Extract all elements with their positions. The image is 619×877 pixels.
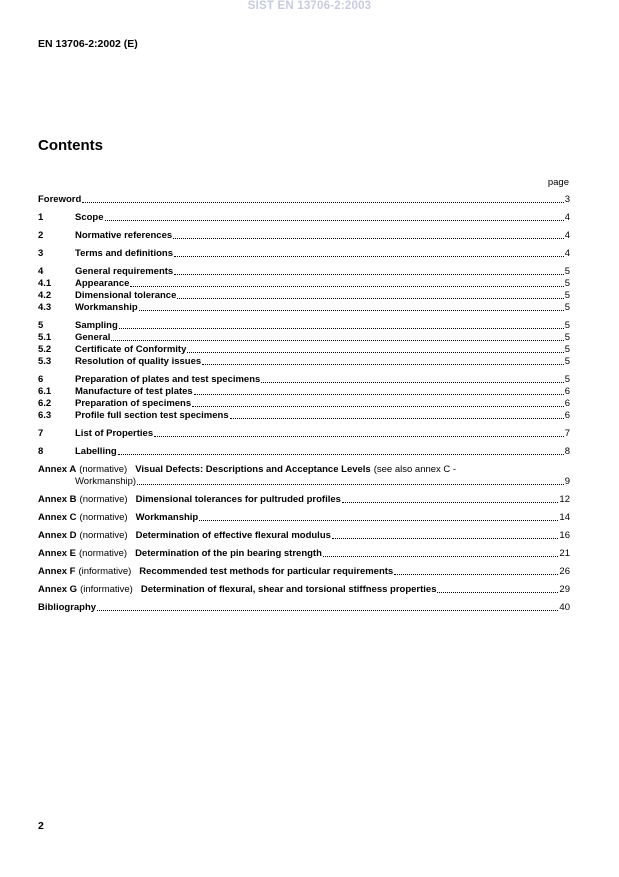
- toc-entry-page: 7: [564, 428, 570, 439]
- toc-annex-continuation[interactable]: [38, 476, 570, 488]
- annex-kind: (normative): [79, 464, 128, 475]
- leader-dots: [118, 453, 564, 455]
- leader-dots: [323, 555, 559, 557]
- toc-entry-number: 5.2: [38, 344, 52, 355]
- toc-entry-number: 8: [38, 446, 44, 457]
- toc-entry-page: 40: [559, 602, 570, 613]
- annex-title: Determination of effective flexural modulus: [135, 530, 331, 541]
- toc-entry-title: General: [75, 332, 111, 343]
- toc-entry-title: Resolution of quality issues: [75, 356, 202, 367]
- annex-title: Visual Defects: Descriptions and Acceptance Levels: [135, 464, 371, 475]
- leader-dots: [192, 405, 564, 407]
- toc-entry[interactable]: [38, 344, 570, 356]
- toc-entry-title: Terms and definitions: [75, 248, 174, 259]
- contents-heading: Contents: [38, 137, 103, 154]
- toc-entry-page: 5: [564, 374, 570, 385]
- annex-kind: (normative): [79, 548, 128, 559]
- leader-dots: [97, 609, 558, 611]
- annex-title: Recommended test methods for particular requirements: [139, 566, 394, 577]
- toc-entry[interactable]: [38, 248, 570, 260]
- toc-annex-entry[interactable]: [38, 494, 570, 506]
- toc-entry-title: Preparation of specimens: [75, 398, 192, 409]
- toc-entry-title: Normative references: [75, 230, 173, 241]
- leader-dots: [173, 237, 564, 239]
- annex-kind: (informative): [80, 584, 133, 595]
- toc-entry-number: 3: [38, 248, 44, 259]
- toc-entry-page: 5: [564, 290, 570, 301]
- toc-entry[interactable]: [38, 290, 570, 302]
- annex-kind: (informative): [78, 566, 132, 577]
- toc-annex-entry[interactable]: [38, 566, 570, 578]
- toc-entry-page: 5: [564, 356, 570, 367]
- page-number: 2: [38, 820, 44, 832]
- toc-entry-title: Profile full section test specimens: [75, 410, 229, 421]
- leader-dots: [437, 591, 558, 593]
- leader-dots: [130, 285, 563, 287]
- annex-kind: (normative): [79, 512, 128, 523]
- toc-entry-title: Bibliography: [38, 602, 97, 613]
- toc-entry-page: 14: [559, 512, 570, 523]
- toc-entry-number: 6.1: [38, 386, 52, 397]
- toc-entry-number: 1: [38, 212, 44, 223]
- toc-entry-page: 29: [559, 584, 570, 595]
- toc-entry-foreword[interactable]: [38, 194, 570, 206]
- annex-label: Annex F: [38, 566, 76, 577]
- annex-label: Annex E: [38, 548, 77, 559]
- toc-entry-page: 26: [559, 566, 570, 577]
- leader-dots: [199, 519, 558, 521]
- toc-entry-number: 6: [38, 374, 44, 385]
- toc-entry-title: Appearance: [75, 278, 130, 289]
- toc-entry[interactable]: [38, 356, 570, 368]
- leader-dots: [177, 297, 563, 299]
- toc-entry[interactable]: [38, 386, 570, 398]
- toc-entry[interactable]: [38, 278, 570, 290]
- toc-entry[interactable]: [38, 332, 570, 344]
- toc-entry-title: Workmanship: [75, 302, 138, 313]
- toc-entry-title: List of Properties: [75, 428, 154, 439]
- leader-dots: [261, 381, 563, 383]
- toc-entry[interactable]: [38, 410, 570, 422]
- toc-annex-entry[interactable]: [38, 548, 570, 560]
- toc-entry-number: 4: [38, 266, 44, 277]
- annex-continuation-text: Workmanship): [75, 476, 137, 487]
- toc-entry-page: 5: [564, 320, 570, 331]
- toc-entry-page: 6: [564, 398, 570, 409]
- toc-entry-number: 4.2: [38, 290, 52, 301]
- toc-entry-title: Labelling: [75, 446, 117, 457]
- toc-entry-page: 5: [564, 344, 570, 355]
- toc-entry-title: Certificate of Conformity: [75, 344, 187, 355]
- toc-annex-entry[interactable]: [38, 512, 570, 524]
- toc-entry[interactable]: [38, 374, 570, 386]
- leader-dots: [82, 201, 563, 203]
- toc-entry-number: 5.3: [38, 356, 52, 367]
- toc-entry-number: 6.2: [38, 398, 52, 409]
- toc-entry-page: 5: [564, 266, 570, 277]
- toc-entry-page: 5: [564, 278, 570, 289]
- toc-entry-title: Preparation of plates and test specimens: [75, 374, 261, 385]
- toc-entry-page: 12: [559, 494, 570, 505]
- leader-dots: [174, 255, 564, 257]
- leader-dots: [342, 501, 558, 503]
- leader-dots: [194, 393, 564, 395]
- toc-entry[interactable]: [38, 446, 570, 458]
- toc-annex-entry[interactable]: [38, 584, 570, 596]
- toc-annex-entry[interactable]: [38, 530, 570, 542]
- toc-entry-bibliography[interactable]: [38, 602, 570, 614]
- toc-entry-page: 3: [564, 194, 570, 205]
- toc-entry-title: Sampling: [75, 320, 118, 331]
- toc-entry-page: 8: [564, 446, 570, 457]
- toc-entry[interactable]: [38, 320, 570, 332]
- toc-entry[interactable]: [38, 302, 570, 314]
- toc-entry-page: 21: [559, 548, 570, 559]
- annex-label: Annex C: [38, 512, 77, 523]
- watermark: SIST EN 13706-2:2003: [247, 0, 372, 12]
- annex-title: Dimensional tolerances for pultruded profiles: [135, 494, 341, 505]
- leader-dots: [105, 219, 564, 221]
- leader-dots: [111, 339, 563, 341]
- leader-dots: [137, 483, 564, 485]
- toc-entry[interactable]: [38, 266, 570, 278]
- toc-entry-title: General requirements: [75, 266, 174, 277]
- toc-entry-title: Manufacture of test plates: [75, 386, 193, 397]
- toc-annex-entry[interactable]: [38, 464, 570, 476]
- leader-dots: [202, 363, 564, 365]
- toc-entry-page: 6: [564, 410, 570, 421]
- annex-title: Determination of flexural, shear and torsional stiffness properties: [140, 584, 437, 595]
- leader-dots: [187, 351, 563, 353]
- toc-entry-page: 6: [564, 386, 570, 397]
- annex-label: Annex A: [38, 464, 77, 475]
- toc-entry-number: 4.3: [38, 302, 52, 313]
- leader-dots: [139, 309, 564, 311]
- leader-dots: [174, 273, 563, 275]
- document-id: EN 13706-2:2002 (E): [38, 38, 138, 50]
- annex-label: Annex D: [38, 530, 77, 541]
- toc-entry[interactable]: [38, 230, 570, 242]
- toc-entry[interactable]: [38, 428, 570, 440]
- toc-entry-number: 6.3: [38, 410, 52, 421]
- leader-dots: [154, 435, 564, 437]
- leader-dots: [332, 537, 559, 539]
- annex-title: Workmanship: [135, 512, 199, 523]
- annex-kind: (normative): [79, 494, 128, 505]
- toc-entry-number: 5: [38, 320, 44, 331]
- toc-entry-page: 9: [564, 476, 570, 487]
- toc-entry-title: Scope: [75, 212, 104, 223]
- toc-entry[interactable]: [38, 212, 570, 224]
- table-of-contents: [38, 194, 570, 614]
- toc-entry-page: 4: [564, 212, 570, 223]
- toc-entry-number: 7: [38, 428, 44, 439]
- toc-entry-number: 5.1: [38, 332, 52, 343]
- leader-dots: [230, 417, 564, 419]
- annex-label: Annex B: [38, 494, 77, 505]
- page-column-label: page: [547, 177, 569, 188]
- leader-dots: [119, 327, 564, 329]
- toc-entry-page: 16: [559, 530, 570, 541]
- toc-entry-title: Foreword: [38, 194, 82, 205]
- toc-entry-page: 4: [564, 230, 570, 241]
- annex-kind: (normative): [79, 530, 128, 541]
- toc-entry-number: 2: [38, 230, 44, 241]
- toc-entry-page: 4: [564, 248, 570, 259]
- toc-entry-number: 4.1: [38, 278, 52, 289]
- toc-entry[interactable]: [38, 398, 570, 410]
- toc-entry-title: Dimensional tolerance: [75, 290, 177, 301]
- toc-entry-page: 5: [564, 332, 570, 343]
- toc-entry-page: 5: [564, 302, 570, 313]
- leader-dots: [394, 573, 558, 575]
- annex-label: Annex G: [38, 584, 78, 595]
- annex-note: (see also annex C -: [373, 464, 457, 475]
- annex-title: Determination of the pin bearing strength: [135, 548, 322, 559]
